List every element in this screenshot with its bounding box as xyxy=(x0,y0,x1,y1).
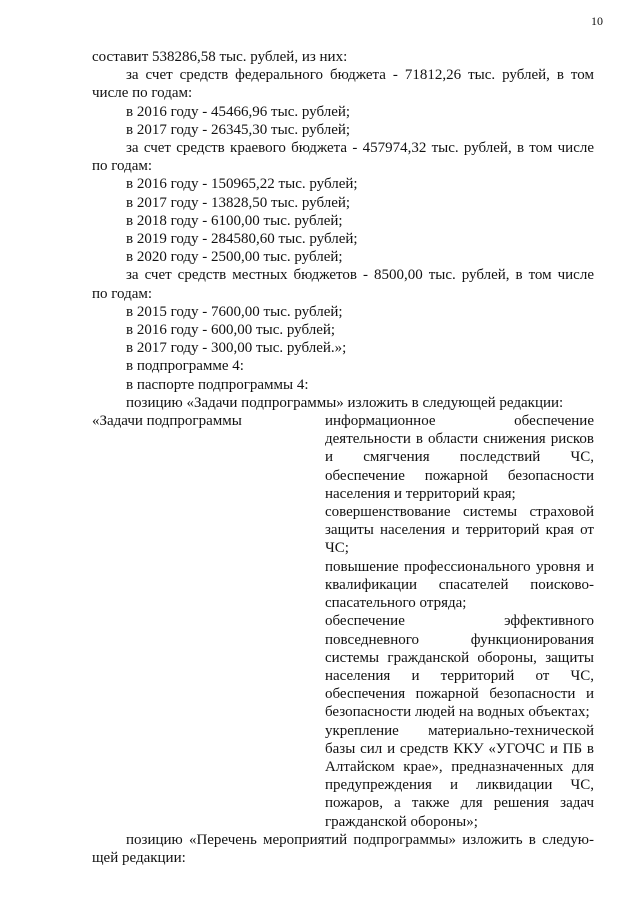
text-line: в 2015 году - 7600,00 тыс. рублей; xyxy=(126,303,343,320)
task-item: обеспечение эффективного повседневного функционирования системы гражданской обороны, защиты населения и территорий от ЧС, обеспечения пожарной безопасности и безопасности людей на водных объектах; xyxy=(325,613,594,721)
text-line: по годам: xyxy=(92,285,153,302)
text-line: в 2019 году - 284580,60 тыс. рублей; xyxy=(126,231,358,248)
text-line: в 2016 году - 600,00 тыс. рублей; xyxy=(126,322,336,339)
text-line: в 2016 году - 45466,96 тыс. рублей; xyxy=(126,103,351,120)
task-item: совершенствование системы страховой защиты населения и территорий края от ЧС; xyxy=(325,504,594,557)
text-line: позицию «Перечень мероприятий подпрограммы» изложить в следую- xyxy=(126,831,594,848)
text-line: за счет средств краевого бюджета - 457974,32 тыс. рублей, в том числе xyxy=(126,140,594,157)
text-line: в 2017 году - 13828,50 тыс. рублей; xyxy=(126,194,351,211)
tasks-table xyxy=(92,412,594,831)
page-number: 10 xyxy=(591,14,603,28)
document-body xyxy=(92,48,594,867)
task-item: укрепление материально-технической базы сил и средств ККУ «УГОЧС и ПБ в Алтайском крае», предназначенных для предупреждения и ликвидации ЧС, пожаров, а также для решения задач гражданской обороны»; xyxy=(325,722,594,830)
task-item: повышение профессионального уровня и квалификации спасателей поисково-спасательного отряда; xyxy=(325,558,594,612)
text-line: в паспорте подпрограммы 4: xyxy=(126,376,309,393)
text-line: в 2017 году - 26345,30 тыс. рублей; xyxy=(126,121,351,138)
text-line: щей редакции: xyxy=(92,849,186,866)
text-line: в 2018 году - 6100,00 тыс. рублей; xyxy=(126,212,343,229)
text-line: в 2016 году - 150965,22 тыс. рублей; xyxy=(126,176,358,193)
text-line: в подпрограмме 4: xyxy=(126,358,244,375)
tasks-list-cell xyxy=(325,412,594,831)
task-item: информационное обеспечение деятельности в области снижения рисков и смягчения последствий ЧС, обеспечение пожарной безопасности населения и территорий края; xyxy=(325,413,594,502)
text-line: за счет средств местных бюджетов - 8500,00 тыс. рублей, в том числе xyxy=(126,267,594,284)
text-line: по годам: xyxy=(92,158,153,175)
text-line: за счет средств федерального бюджета - 71812,26 тыс. рублей, в том xyxy=(126,67,594,84)
text-line: составит 538286,58 тыс. рублей, из них: xyxy=(92,49,348,65)
text-line: позицию «Задачи подпрограммы» изложить в следующей редакции: xyxy=(126,394,564,411)
tasks-label: «Задачи подпрограммы xyxy=(92,413,242,430)
text-line: в 2017 году - 300,00 тыс. рублей.»; xyxy=(126,340,347,357)
text-line: в 2020 году - 2500,00 тыс. рублей; xyxy=(126,249,343,266)
tasks-label-cell xyxy=(92,412,325,831)
text-line: числе по годам: xyxy=(92,85,193,102)
